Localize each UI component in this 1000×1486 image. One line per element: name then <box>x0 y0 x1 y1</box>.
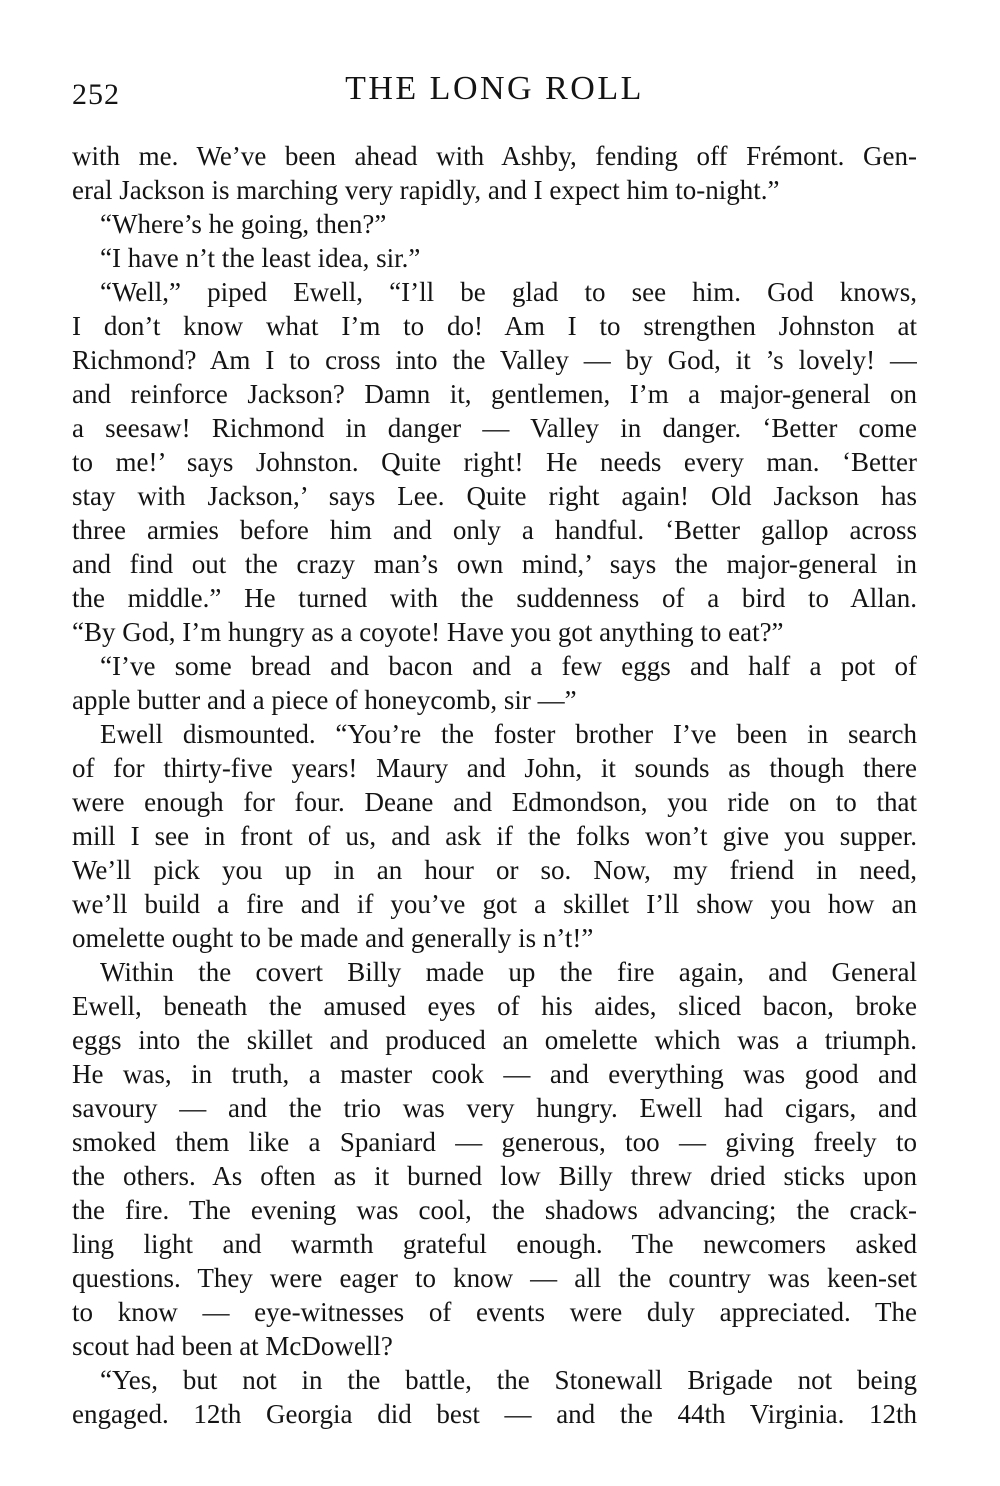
text-line: with me. We’ve been ahead with Ashby, fending off Frémont. Gen- <box>72 141 917 171</box>
text-line: the fire. The evening was cool, the shadows advancing; the crack- <box>72 1195 917 1225</box>
text-line: and reinforce Jackson? Damn it, gentlemen, I’m a major-general on <box>72 379 917 409</box>
text-line: “Where’s he going, then?” <box>100 209 387 239</box>
text-line: “I have n’t the least idea, sir.” <box>100 243 421 273</box>
text-line: “By God, I’m hungry as a coyote! Have you got anything to eat?” <box>72 617 784 647</box>
text-line: smoked them like a Spaniard — generous, too — giving freely to <box>72 1127 917 1157</box>
text-line: to know — eye-witnesses of events were duly appreciated. The <box>72 1297 917 1327</box>
text-line: Richmond? Am I to cross into the Valley — by God, it ’s lovely! — <box>72 345 917 375</box>
text-line: engaged. 12th Georgia did best — and the 44th Virginia. 12th <box>72 1399 917 1429</box>
running-head <box>72 70 917 116</box>
text-line: to me!’ says Johnston. Quite right! He needs every man. ‘Better <box>72 447 917 477</box>
text-line: We’ll pick you up in an hour or so. Now, my friend in need, <box>72 855 917 885</box>
text-line: He was, in truth, a master cook — and everything was good and <box>72 1059 917 1089</box>
text-line: the middle.” He turned with the suddenness of a bird to Allan. <box>72 583 917 613</box>
text-line: a seesaw! Richmond in danger — Valley in danger. ‘Better come <box>72 413 917 443</box>
page-number: 252 <box>72 78 120 111</box>
text-line: we’ll build a fire and if you’ve got a skillet I’ll show you how an <box>72 889 917 919</box>
text-line: three armies before him and only a handful. ‘Better gallop across <box>72 515 917 545</box>
text-line: and find out the crazy man’s own mind,’ says the major-general in <box>72 549 917 579</box>
book-title: THE LONG ROLL <box>345 70 644 107</box>
text-line: stay with Jackson,’ says Lee. Quite right again! Old Jackson has <box>72 481 917 511</box>
text-line: “I’ve some bread and bacon and a few eggs and half a pot of <box>100 651 917 681</box>
text-line: of for thirty-five years! Maury and John, it sounds as though there <box>72 753 917 783</box>
text-line: Ewell dismounted. “You’re the foster brother I’ve been in search <box>100 719 917 749</box>
text-line: Within the covert Billy made up the fire again, and General <box>100 957 917 987</box>
text-line: scout had been at McDowell? <box>72 1331 393 1361</box>
text-line: eggs into the skillet and produced an omelette which was a triumph. <box>72 1025 917 1055</box>
text-line: Ewell, beneath the amused eyes of his aides, sliced bacon, broke <box>72 991 917 1021</box>
body-text <box>72 139 917 1431</box>
text-line: “Yes, but not in the battle, the Stonewall Brigade not being <box>100 1365 917 1395</box>
text-line: I don’t know what I’m to do! Am I to strengthen Johnston at <box>72 311 917 341</box>
text-line: the others. As often as it burned low Billy threw dried sticks upon <box>72 1161 917 1191</box>
text-line: savoury — and the trio was very hungry. Ewell had cigars, and <box>72 1093 917 1123</box>
text-line: questions. They were eager to know — all the country was keen-set <box>72 1263 917 1293</box>
text-line: “Well,” piped Ewell, “I’ll be glad to see him. God knows, <box>100 277 917 307</box>
text-line: apple butter and a piece of honeycomb, sir —” <box>72 685 577 715</box>
text-line: were enough for four. Deane and Edmondson, you ride on to that <box>72 787 917 817</box>
text-line: eral Jackson is marching very rapidly, and I expect him to-night.” <box>72 175 780 205</box>
text-line: mill I see in front of us, and ask if the folks won’t give you supper. <box>72 821 917 851</box>
text-line: omelette ought to be made and generally is n’t!” <box>72 923 594 953</box>
text-line: ling light and warmth grateful enough. The newcomers asked <box>72 1229 917 1259</box>
